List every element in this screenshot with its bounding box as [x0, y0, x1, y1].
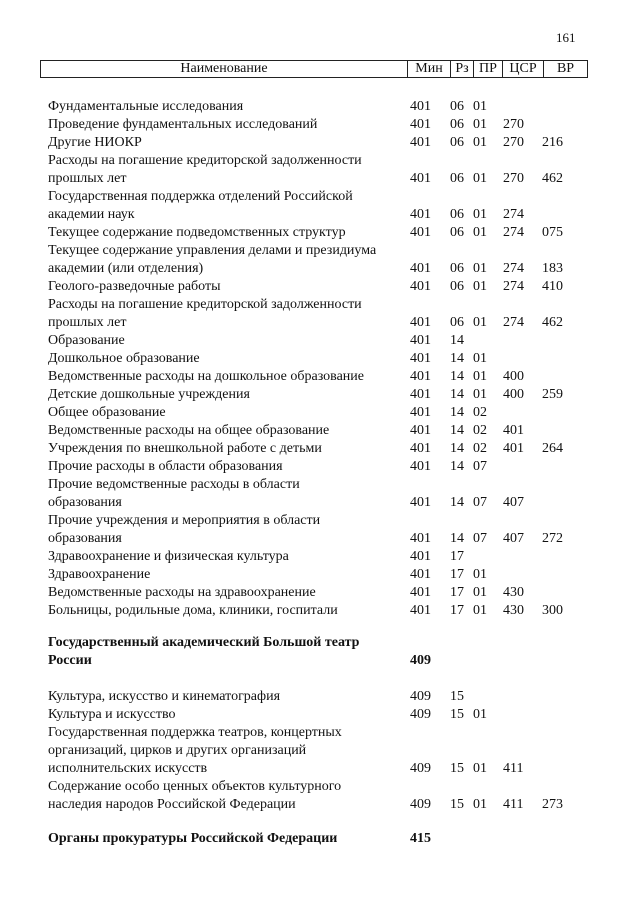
row-name: [48, 688, 406, 706]
row-rz: 06: [450, 261, 464, 276]
row-csr: 400: [503, 387, 524, 402]
row-name: [48, 724, 406, 778]
row-pr: 02: [473, 423, 487, 438]
row-pr: 01: [473, 369, 487, 384]
page-number: 161: [556, 30, 576, 45]
row-name: [48, 566, 406, 584]
row-csr: 274: [503, 207, 524, 222]
row-min: 401: [410, 351, 431, 366]
row-rz: 15: [450, 707, 464, 722]
row-csr: 400: [503, 369, 524, 384]
row-vr: 075: [542, 225, 563, 240]
row-pr: 02: [473, 441, 487, 456]
row-pr: 01: [473, 797, 487, 812]
row-rz: 14: [450, 351, 464, 366]
table-row: [0, 368, 640, 386]
row-rz: 14: [450, 369, 464, 384]
header-name: Наименование: [180, 61, 268, 76]
row-vr: 273: [542, 797, 563, 812]
row-csr: 401: [503, 441, 524, 456]
row-pr: 01: [473, 207, 487, 222]
row-min: 401: [410, 279, 431, 294]
header-csr: ЦСР: [509, 61, 537, 76]
header-rz: Рз: [455, 61, 469, 76]
row-min: 401: [410, 171, 431, 186]
row-name-line: Здравоохранение и физическая культура: [48, 549, 289, 564]
row-pr: 01: [473, 761, 487, 776]
row-rz: 17: [450, 603, 464, 618]
row-name-line: Ведомственные расходы на здравоохранение: [48, 585, 316, 600]
table-row: [0, 386, 640, 404]
row-min: 401: [410, 603, 431, 618]
row-csr: 270: [503, 171, 524, 186]
row-pr: 07: [473, 531, 487, 546]
row-min: 401: [410, 225, 431, 240]
row-name-line: Прочие расходы в области образования: [48, 459, 283, 474]
row-min: 401: [410, 549, 431, 564]
header-vr: ВР: [556, 61, 575, 76]
row-csr: 270: [503, 117, 524, 132]
row-min: 401: [410, 531, 431, 546]
row-rz: 14: [450, 387, 464, 402]
row-name: [48, 476, 406, 512]
row-pr: 01: [473, 387, 487, 402]
row-rz: 06: [450, 117, 464, 132]
row-name: [48, 458, 406, 476]
row-rz: 06: [450, 135, 464, 150]
row-vr: 259: [542, 387, 563, 402]
table-row: [0, 512, 640, 548]
row-min: 401: [410, 423, 431, 438]
row-name-line: прошлых лет: [48, 171, 127, 186]
row-csr: 407: [503, 531, 524, 546]
table-row: [0, 224, 640, 242]
row-name-line: Дошкольное образование: [48, 351, 200, 366]
row-min: 401: [410, 135, 431, 150]
row-min: 401: [410, 387, 431, 402]
row-min: 401: [410, 441, 431, 456]
row-name: [48, 134, 406, 152]
row-name-line: наследия народов Российской Федерации: [48, 797, 296, 812]
row-name-line: Расходы на погашение кредиторской задолженности: [48, 153, 362, 168]
row-name-line: академии наук: [48, 207, 135, 222]
row-csr: 270: [503, 135, 524, 150]
row-name: [48, 368, 406, 386]
row-csr: 411: [503, 761, 524, 776]
row-name-line: Геолого-разведочные работы: [48, 279, 221, 294]
row-min: 401: [410, 567, 431, 582]
table-row: [0, 476, 640, 512]
row-min: 409: [410, 689, 431, 704]
row-min: 401: [410, 405, 431, 420]
row-pr: 01: [473, 351, 487, 366]
table-row: [0, 602, 640, 620]
row-min: 401: [410, 369, 431, 384]
row-name: [48, 152, 406, 188]
row-rz: 17: [450, 585, 464, 600]
row-min: 401: [410, 261, 431, 276]
row-csr: 274: [503, 315, 524, 330]
row-name: [48, 440, 406, 458]
row-name-line: Государственный академический Большой театр: [48, 635, 360, 650]
row-name-line: Общее образование: [48, 405, 166, 420]
table-row: [0, 278, 640, 296]
row-name-line: Другие НИОКР: [48, 135, 142, 150]
row-name-line: организаций, цирков и других организаций: [48, 743, 307, 758]
table-row: [0, 566, 640, 584]
table-row: [0, 404, 640, 422]
row-min: 401: [410, 495, 431, 510]
table-row: [0, 116, 640, 134]
row-name: [48, 350, 406, 368]
table-row: [0, 242, 640, 278]
table-row: [0, 296, 640, 332]
row-pr: 01: [473, 117, 487, 132]
table-header: [40, 60, 588, 78]
table-row: [0, 688, 640, 706]
row-name: [48, 548, 406, 566]
row-rz: 06: [450, 225, 464, 240]
row-name-line: Проведение фундаментальных исследований: [48, 117, 318, 132]
row-name: [48, 512, 406, 548]
row-rz: 14: [450, 405, 464, 420]
row-name-line: Больницы, родильные дома, клиники, госпитали: [48, 603, 338, 618]
row-pr: 01: [473, 603, 487, 618]
table-row: [0, 440, 640, 458]
row-pr: 01: [473, 261, 487, 276]
row-vr: 272: [542, 531, 563, 546]
row-name-line: Содержание особо ценных объектов культурного: [48, 779, 342, 794]
table-row: [0, 134, 640, 152]
table-row: [0, 350, 640, 368]
row-rz: 14: [450, 423, 464, 438]
row-name-line: России: [48, 653, 92, 668]
row-name-line: Текущее содержание управления делами и президиума: [48, 243, 377, 258]
row-rz: 06: [450, 99, 464, 114]
row-csr: 411: [503, 797, 524, 812]
row-name: [48, 242, 406, 278]
row-name-line: Культура, искусство и кинематография: [48, 689, 281, 704]
row-rz: 14: [450, 459, 464, 474]
row-vr: 183: [542, 261, 563, 276]
row-vr: 216: [542, 135, 563, 150]
row-name-line: Прочие ведомственные расходы в области: [48, 477, 300, 492]
row-vr: 264: [542, 441, 563, 456]
row-name-line: образования: [48, 495, 122, 510]
row-name-line: Органы прокуратуры Российской Федерации: [48, 831, 338, 846]
row-name-line: Здравоохранение: [48, 567, 151, 582]
row-name: [48, 224, 406, 242]
table-row: [0, 634, 640, 670]
row-rz: 14: [450, 333, 464, 348]
row-name: [48, 778, 406, 814]
row-name-line: прошлых лет: [48, 315, 127, 330]
row-name-line: Фундаментальные исследования: [48, 99, 244, 114]
table-row: [0, 332, 640, 350]
row-pr: 01: [473, 135, 487, 150]
row-pr: 02: [473, 405, 487, 420]
row-name-line: академии (или отделения): [48, 261, 204, 276]
row-pr: 01: [473, 585, 487, 600]
row-csr: 407: [503, 495, 524, 510]
row-min: 409: [410, 653, 431, 668]
row-name: [48, 830, 406, 848]
row-name-line: Ведомственные расходы на общее образование: [48, 423, 330, 438]
row-vr: 462: [542, 171, 563, 186]
row-name: [48, 404, 406, 422]
row-csr: 430: [503, 603, 524, 618]
row-rz: 15: [450, 761, 464, 776]
row-min: 409: [410, 761, 431, 776]
row-rz: 14: [450, 441, 464, 456]
table-row: [0, 724, 640, 778]
row-name-line: исполнительских искусств: [48, 761, 208, 776]
row-name-line: Текущее содержание подведомственных структур: [48, 225, 346, 240]
row-vr: 410: [542, 279, 563, 294]
row-min: 401: [410, 315, 431, 330]
row-min: 401: [410, 333, 431, 348]
row-name: [48, 602, 406, 620]
row-min: 401: [410, 585, 431, 600]
table-row: [0, 152, 640, 188]
header-pr: ПР: [479, 61, 497, 76]
row-pr: 07: [473, 495, 487, 510]
row-rz: 06: [450, 315, 464, 330]
row-csr: 274: [503, 225, 524, 240]
row-name: [48, 278, 406, 296]
row-min: 401: [410, 117, 431, 132]
row-name-line: Образование: [48, 333, 125, 348]
row-rz: 14: [450, 495, 464, 510]
row-name: [48, 706, 406, 724]
row-vr: 462: [542, 315, 563, 330]
row-name-line: Прочие учреждения и мероприятия в области: [48, 513, 321, 528]
row-pr: 01: [473, 99, 487, 114]
row-name: [48, 296, 406, 332]
row-name: [48, 386, 406, 404]
row-min: 409: [410, 707, 431, 722]
row-pr: 07: [473, 459, 487, 474]
row-name-line: Культура и искусство: [48, 707, 176, 722]
row-pr: 01: [473, 315, 487, 330]
row-min: 415: [410, 831, 431, 846]
row-csr: 401: [503, 423, 524, 438]
table-row: [0, 778, 640, 814]
row-pr: 01: [473, 279, 487, 294]
row-vr: 300: [542, 603, 563, 618]
row-pr: 01: [473, 171, 487, 186]
row-rz: 17: [450, 549, 464, 564]
table-row: [0, 548, 640, 566]
row-pr: 01: [473, 225, 487, 240]
row-min: 401: [410, 207, 431, 222]
row-pr: 01: [473, 567, 487, 582]
row-rz: 06: [450, 279, 464, 294]
row-name-line: Расходы на погашение кредиторской задолженности: [48, 297, 362, 312]
table-row: [0, 830, 640, 848]
row-min: 401: [410, 99, 431, 114]
row-rz: 17: [450, 567, 464, 582]
row-name: [48, 634, 406, 670]
row-name-line: Ведомственные расходы на дошкольное образование: [48, 369, 364, 384]
row-pr: 01: [473, 707, 487, 722]
row-rz: 06: [450, 207, 464, 222]
row-name: [48, 332, 406, 350]
row-name-line: Учреждения по внешкольной работе с детьми: [48, 441, 322, 456]
row-rz: 15: [450, 797, 464, 812]
row-name-line: Государственная поддержка театров, концертных: [48, 725, 342, 740]
row-csr: 274: [503, 261, 524, 276]
row-name: [48, 188, 406, 224]
row-name: [48, 116, 406, 134]
row-name-line: образования: [48, 531, 122, 546]
table-row: [0, 584, 640, 602]
table-row: [0, 706, 640, 724]
table-row: [0, 458, 640, 476]
row-min: 401: [410, 459, 431, 474]
row-rz: 14: [450, 531, 464, 546]
row-csr: 274: [503, 279, 524, 294]
row-name-line: Детские дошкольные учреждения: [48, 387, 250, 402]
table-row: [0, 422, 640, 440]
row-csr: 430: [503, 585, 524, 600]
header-min: Мин: [415, 61, 443, 76]
row-name: [48, 584, 406, 602]
row-rz: 06: [450, 171, 464, 186]
row-name: [48, 98, 406, 116]
table-row: [0, 98, 640, 116]
row-rz: 15: [450, 689, 464, 704]
row-name: [48, 422, 406, 440]
row-name-line: Государственная поддержка отделений Российской: [48, 189, 353, 204]
row-min: 409: [410, 797, 431, 812]
table-row: [0, 188, 640, 224]
